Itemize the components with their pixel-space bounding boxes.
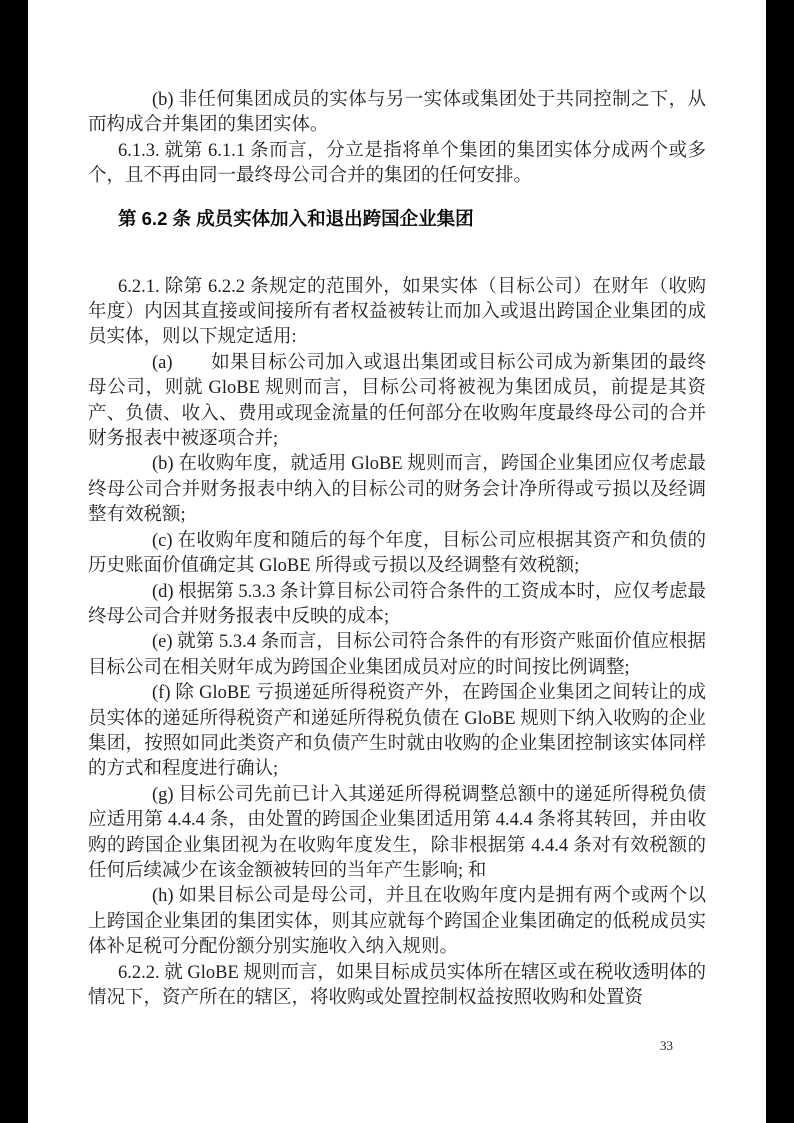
paragraph-6-1-3: 6.1.3. 就第 6.1.1 条而言，分立是指将单个集团的集团实体分成两个或多个，且不再由同一最终母公司合并的集团的任何安排。 [88, 140, 706, 187]
right-black-border [766, 0, 794, 1123]
paragraph-6-2-1-item-g: (g) 目标公司先前已计入其递延所得税调整总额中的递延所得税负债应适用第 4.4.4 条，由处置的跨国企业集团适用第 4.4.4 条将其转回，并由收购的跨国企业集团视为在收购年度发生，除非根据第 4.4.4 条对有效税额的任何后续减少在该金额被转回的当年产生影响; 和 [88, 784, 706, 881]
article-6-2-heading: 第 6.2 条 成员实体加入和退出跨国企业集团 [118, 207, 474, 229]
paragraph-6-2-1-item-c: (c) 在收购年度和随后的每个年度，目标公司应根据其资产和负债的历史账面价值确定其 GloBE 所得或亏损以及经调整有效税额; [88, 530, 706, 577]
paragraph-6-2-1-item-f: (f) 除 GloBE 亏损递延所得税资产外，在跨国企业集团之间转让的成员实体的递延所得税资产和递延所得税负债在 GloBE 规则下纳入收购的企业集团，按照如同此类资产和负债产生时就由收购的企业集团控制该实体同样的方式和程度进行确认; [88, 683, 706, 780]
paragraph-6-2-1-item-e: (e) 就第 5.3.4 条而言，目标公司符合条件的有形资产账面价值应根据目标公司在相关财年成为跨国企业集团成员对应的时间按比例调整; [88, 632, 706, 678]
paragraph-6-2-1-item-h: (h) 如果目标公司是母公司，并且在收购年度内是拥有两个或两个以上跨国企业集团的集团实体，则其应就每个跨国企业集团确定的低税成员实体补足税可分配份额分别实施收入纳入规则。 [88, 886, 706, 958]
document-text-block [88, 88, 706, 1011]
paragraph-6-2-1-item-a: (a) 如果目标公司加入或退出集团或目标公司成为新集团的最终母公司，则就 GloBE 规则而言，目标公司将被视为集团成员，前提是其资产、负债、收入、费用或现金流量的任何部分在收购年度最终母公司的合并财务报表中被逐项合并; [88, 352, 706, 450]
paragraph-6-1-2-item-b: (b) 非任何集团成员的实体与另一实体或集团处于共同控制之下，从而构成合并集团的集团实体。 [88, 90, 706, 136]
page-number: 33 [660, 1038, 673, 1053]
paragraph-6-2-1-item-d: (d) 根据第 5.3.3 条计算目标公司符合条件的工资成本时，应仅考虑最终母公司合并财务报表中反映的成本; [88, 581, 706, 627]
paragraph-6-2-2: 6.2.2. 就 GloBE 规则而言，如果目标成员实体所在辖区或在税收透明体的情况下，资产所在的辖区，将收购或处置控制权益按照收购和处置资 [88, 962, 706, 1008]
left-black-border [0, 0, 28, 1123]
paragraph-6-2-1-item-b: (b) 在收购年度，就适用 GloBE 规则而言，跨国企业集团应仅考虑最终母公司合并财务报表中纳入的目标公司的财务会计净所得或亏损以及经调整有效税额; [88, 454, 706, 526]
paragraph-6-2-1: 6.2.1. 除第 6.2.2 条规定的范围外，如果实体（目标公司）在财年（收购年度）内因其直接或间接所有者权益被转让而加入或退出跨国企业集团的成员实体，则以下规定适用: [88, 276, 706, 348]
